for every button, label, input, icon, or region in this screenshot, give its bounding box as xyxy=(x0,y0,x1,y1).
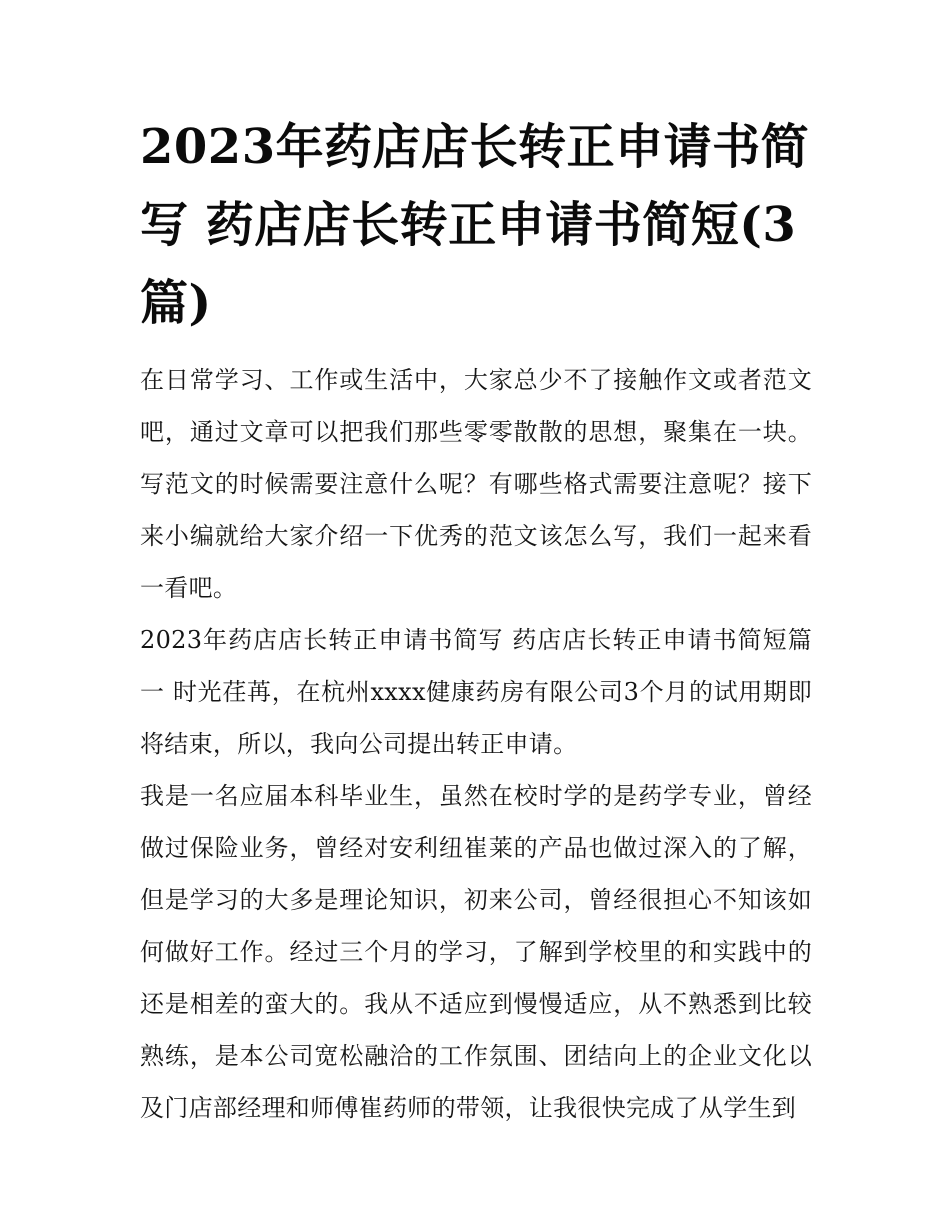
section-one-paragraph: 2023年药店店长转正申请书简写 药店店长转正申请书简短篇一 时光荏苒，在杭州xxxx健康药房有限公司3个月的试用期即将结束，所以，我向公司提出转正申请。 xyxy=(140,626,812,758)
intro-paragraph: 在日常学习、工作或生活中，大家总少不了接触作文或者范文吧，通过文章可以把我们那些零零散散的思想，聚集在一块。写范文的时候需要注意什么呢？有哪些格式需要注意呢？接下来小编就给大家介绍一下优秀的范文该怎么写，我们一起来看一看吧。 xyxy=(140,366,812,602)
body-paragraph: 我是一名应届本科毕业生，虽然在校时学的是药学专业，曾经做过保险业务，曾经对安利纽崔莱的产品也做过深入的了解，但是学习的大多是理论知识，初来公司，曾经很担心不知该如何做好工作。经过三个月的学习，了解到学校里的和实践中的还是相差的蛮大的。我从不适应到慢慢适应，从不熟悉到比较熟练，是本公司宽松融洽的工作氛围、团结向上的企业文化以及门店部经理和师傅崔药师的带领，让我很快完成了从学生到 xyxy=(140,782,812,1122)
document-body xyxy=(140,354,812,1134)
document-title: 2023年药店店长转正申请书简写 药店店长转正申请书简短(3篇) xyxy=(140,119,810,331)
document-page xyxy=(140,108,812,1134)
